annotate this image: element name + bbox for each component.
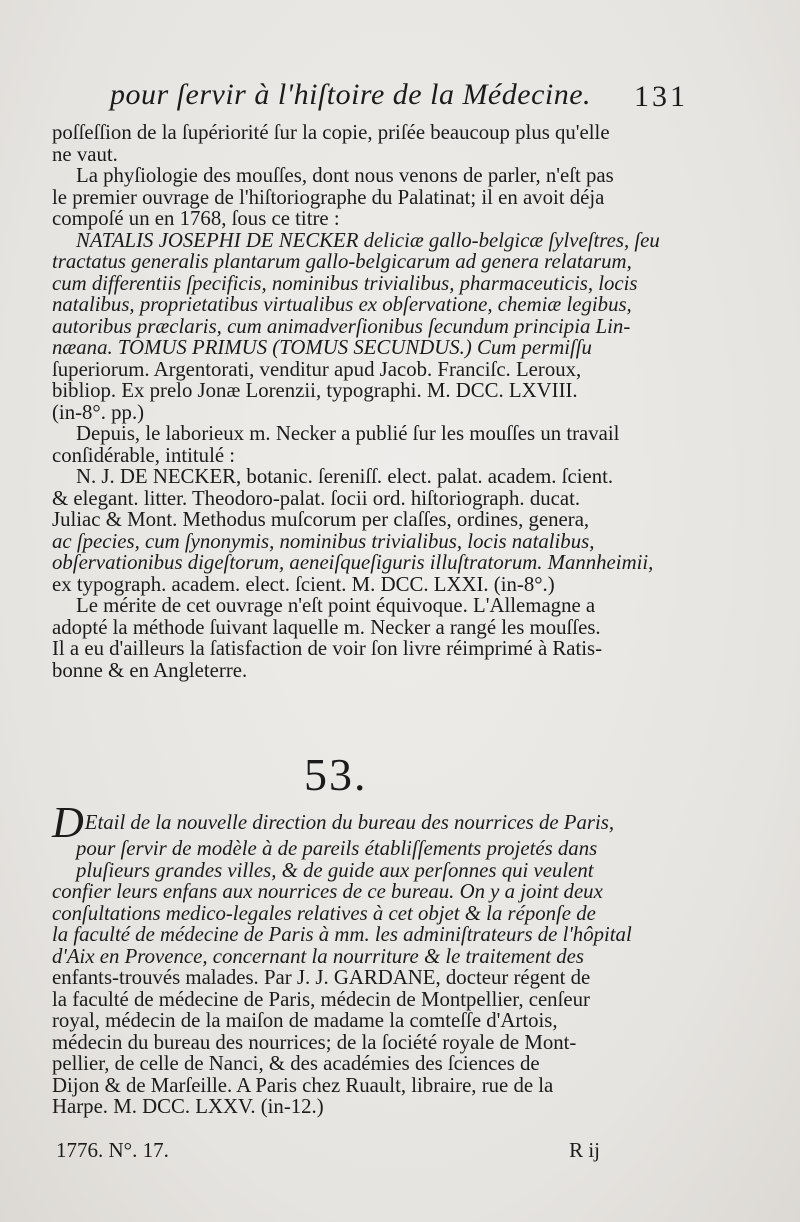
text-line: pour ſervir de modèle à de pareils établiſſements projetés dans	[76, 837, 598, 860]
text-line: NATALIS JOSEPHI DE NECKER deliciæ gallo-belgicæ ſylveſtres, ſeu	[76, 228, 660, 252]
text-line: & elegant. litter. Theodoro-palat. ſocii ord. hiſtoriograph. ducat.	[52, 486, 581, 510]
text-line: Juliac & Mont. Methodus muſcorum per claſſes, ordines, genera,	[52, 508, 590, 531]
text-line-content: Etail de la nouvelle direction du bureau des nourrices de Paris,	[84, 811, 615, 834]
footer-gathering-mark: R ij	[569, 1138, 600, 1162]
text-line: (in-8°. pp.)	[52, 400, 145, 424]
text-line: obſervationibus digeſtorum, aeneiſqueſiguris illuſtratorum. Mannheimii,	[52, 551, 654, 574]
text-line: royal, médecin de la maiſon de madame la comteſſe d'Artois,	[52, 1009, 558, 1032]
text-line: conſidérable, intitulé :	[52, 443, 236, 467]
text-line: bonne & en Angleterre.	[52, 658, 248, 682]
text-line: ac ſpecies, cum ſynonymis, nominibus trivialibus, locis natalibus,	[52, 529, 595, 553]
text-line: adopté la méthode ſuivant laquelle m. Necker a rangé les mouſſes.	[52, 615, 601, 639]
text-line: pluſieurs grandes villes, & de guide aux perſonnes qui veulent	[76, 858, 594, 882]
text-line: ſuperiorum. Argentorati, venditur apud Jacob. Franciſc. Leroux,	[52, 357, 582, 381]
text-line: la faculté de médecine de Paris à mm. les adminiſtrateurs de l'hôpital	[52, 923, 632, 946]
running-title: pour ſervir à l'hiſtoire de la Médecine.	[110, 78, 592, 111]
page-number: 131	[634, 80, 688, 113]
text-line: N. J. DE NECKER, botanic. ſereniſſ. elect. palat. academ. ſcient.	[76, 465, 614, 488]
text-line: d'Aix en Provence, concernant la nourriture & le traitement des	[52, 944, 584, 968]
section-53-text	[52, 798, 700, 1118]
text-line: compoſé un en 1768, ſous ce titre :	[52, 207, 340, 230]
text-line: cum differentiis ſpecificis, nominibus trivialibus, pharmaceuticis, locis	[52, 271, 638, 295]
text-line: Depuis, le laborieux m. Necker a publié ſur les mouſſes un travail	[76, 422, 620, 445]
text-line: enfants-trouvés malades. Par J. J. GARDANE, docteur régent de	[52, 966, 591, 989]
text-line: bibliop. Ex prelo Jonæ Lorenzii, typographi. M. DCC. LXVIII.	[52, 379, 578, 402]
text-line: næana. TOMUS PRIMUS (TOMUS SECUNDUS.) Cum permiſſu	[52, 336, 592, 359]
text-line: Le mérite de cet ouvrage n'eſt point équivoque. L'Allemagne a	[76, 594, 596, 617]
text-line: Il a eu d'ailleurs la ſatisfaction de voir ſon livre réimprimé à Ratis-	[52, 637, 603, 660]
text-line: Harpe. M. DCC. LXXV. (in-12.)	[52, 1095, 324, 1118]
text-line: ex typograph. academ. elect. ſcient. M. DCC. LXXI. (in-8°.)	[52, 572, 555, 596]
section-number: 53.	[304, 749, 368, 800]
footer-signature: 1776. N°. 17.	[56, 1138, 169, 1162]
text-line: natalibus, proprietatibus virtualibus ex obſervatione, chemiæ legibus,	[52, 293, 632, 316]
text-line: La phyſiologie des mouſſes, dont nous venons de parler, n'eſt pas	[76, 164, 614, 187]
section-52-text	[52, 122, 700, 681]
text-line: confier leurs enfans aux nourrices de ce bureau. On y a joint deux	[52, 880, 603, 903]
text-line	[52, 798, 700, 847]
drop-cap: D	[52, 798, 84, 847]
text-line: pellier, de celle de Nanci, & des académies des ſciences de	[52, 1052, 540, 1075]
text-line: poſſeſſion de la ſupériorité ſur la copie, priſée beaucoup plus qu'elle	[52, 121, 610, 144]
text-line: tractatus generalis plantarum gallo-belgicarum ad genera relatarum,	[52, 250, 632, 273]
text-line: autoribus præclaris, cum animadverſionibus ſecundum principia Lin-	[52, 314, 631, 338]
text-line: ne vaut.	[52, 142, 118, 166]
text-line: la faculté de médecine de Paris, médecin de Montpellier, cenſeur	[52, 987, 590, 1011]
text-line: le premier ouvrage de l'hiſtoriographe du Palatinat; il en avoit déja	[52, 185, 605, 209]
text-line: Dijon & de Marſeille. A Paris chez Ruault, libraire, rue de la	[52, 1073, 554, 1097]
text-line: conſultations medico-legales relatives à cet objet & la réponſe de	[52, 901, 596, 925]
text-line: médecin du bureau des nourrices; de la ſociété royale de Mont-	[52, 1030, 577, 1054]
